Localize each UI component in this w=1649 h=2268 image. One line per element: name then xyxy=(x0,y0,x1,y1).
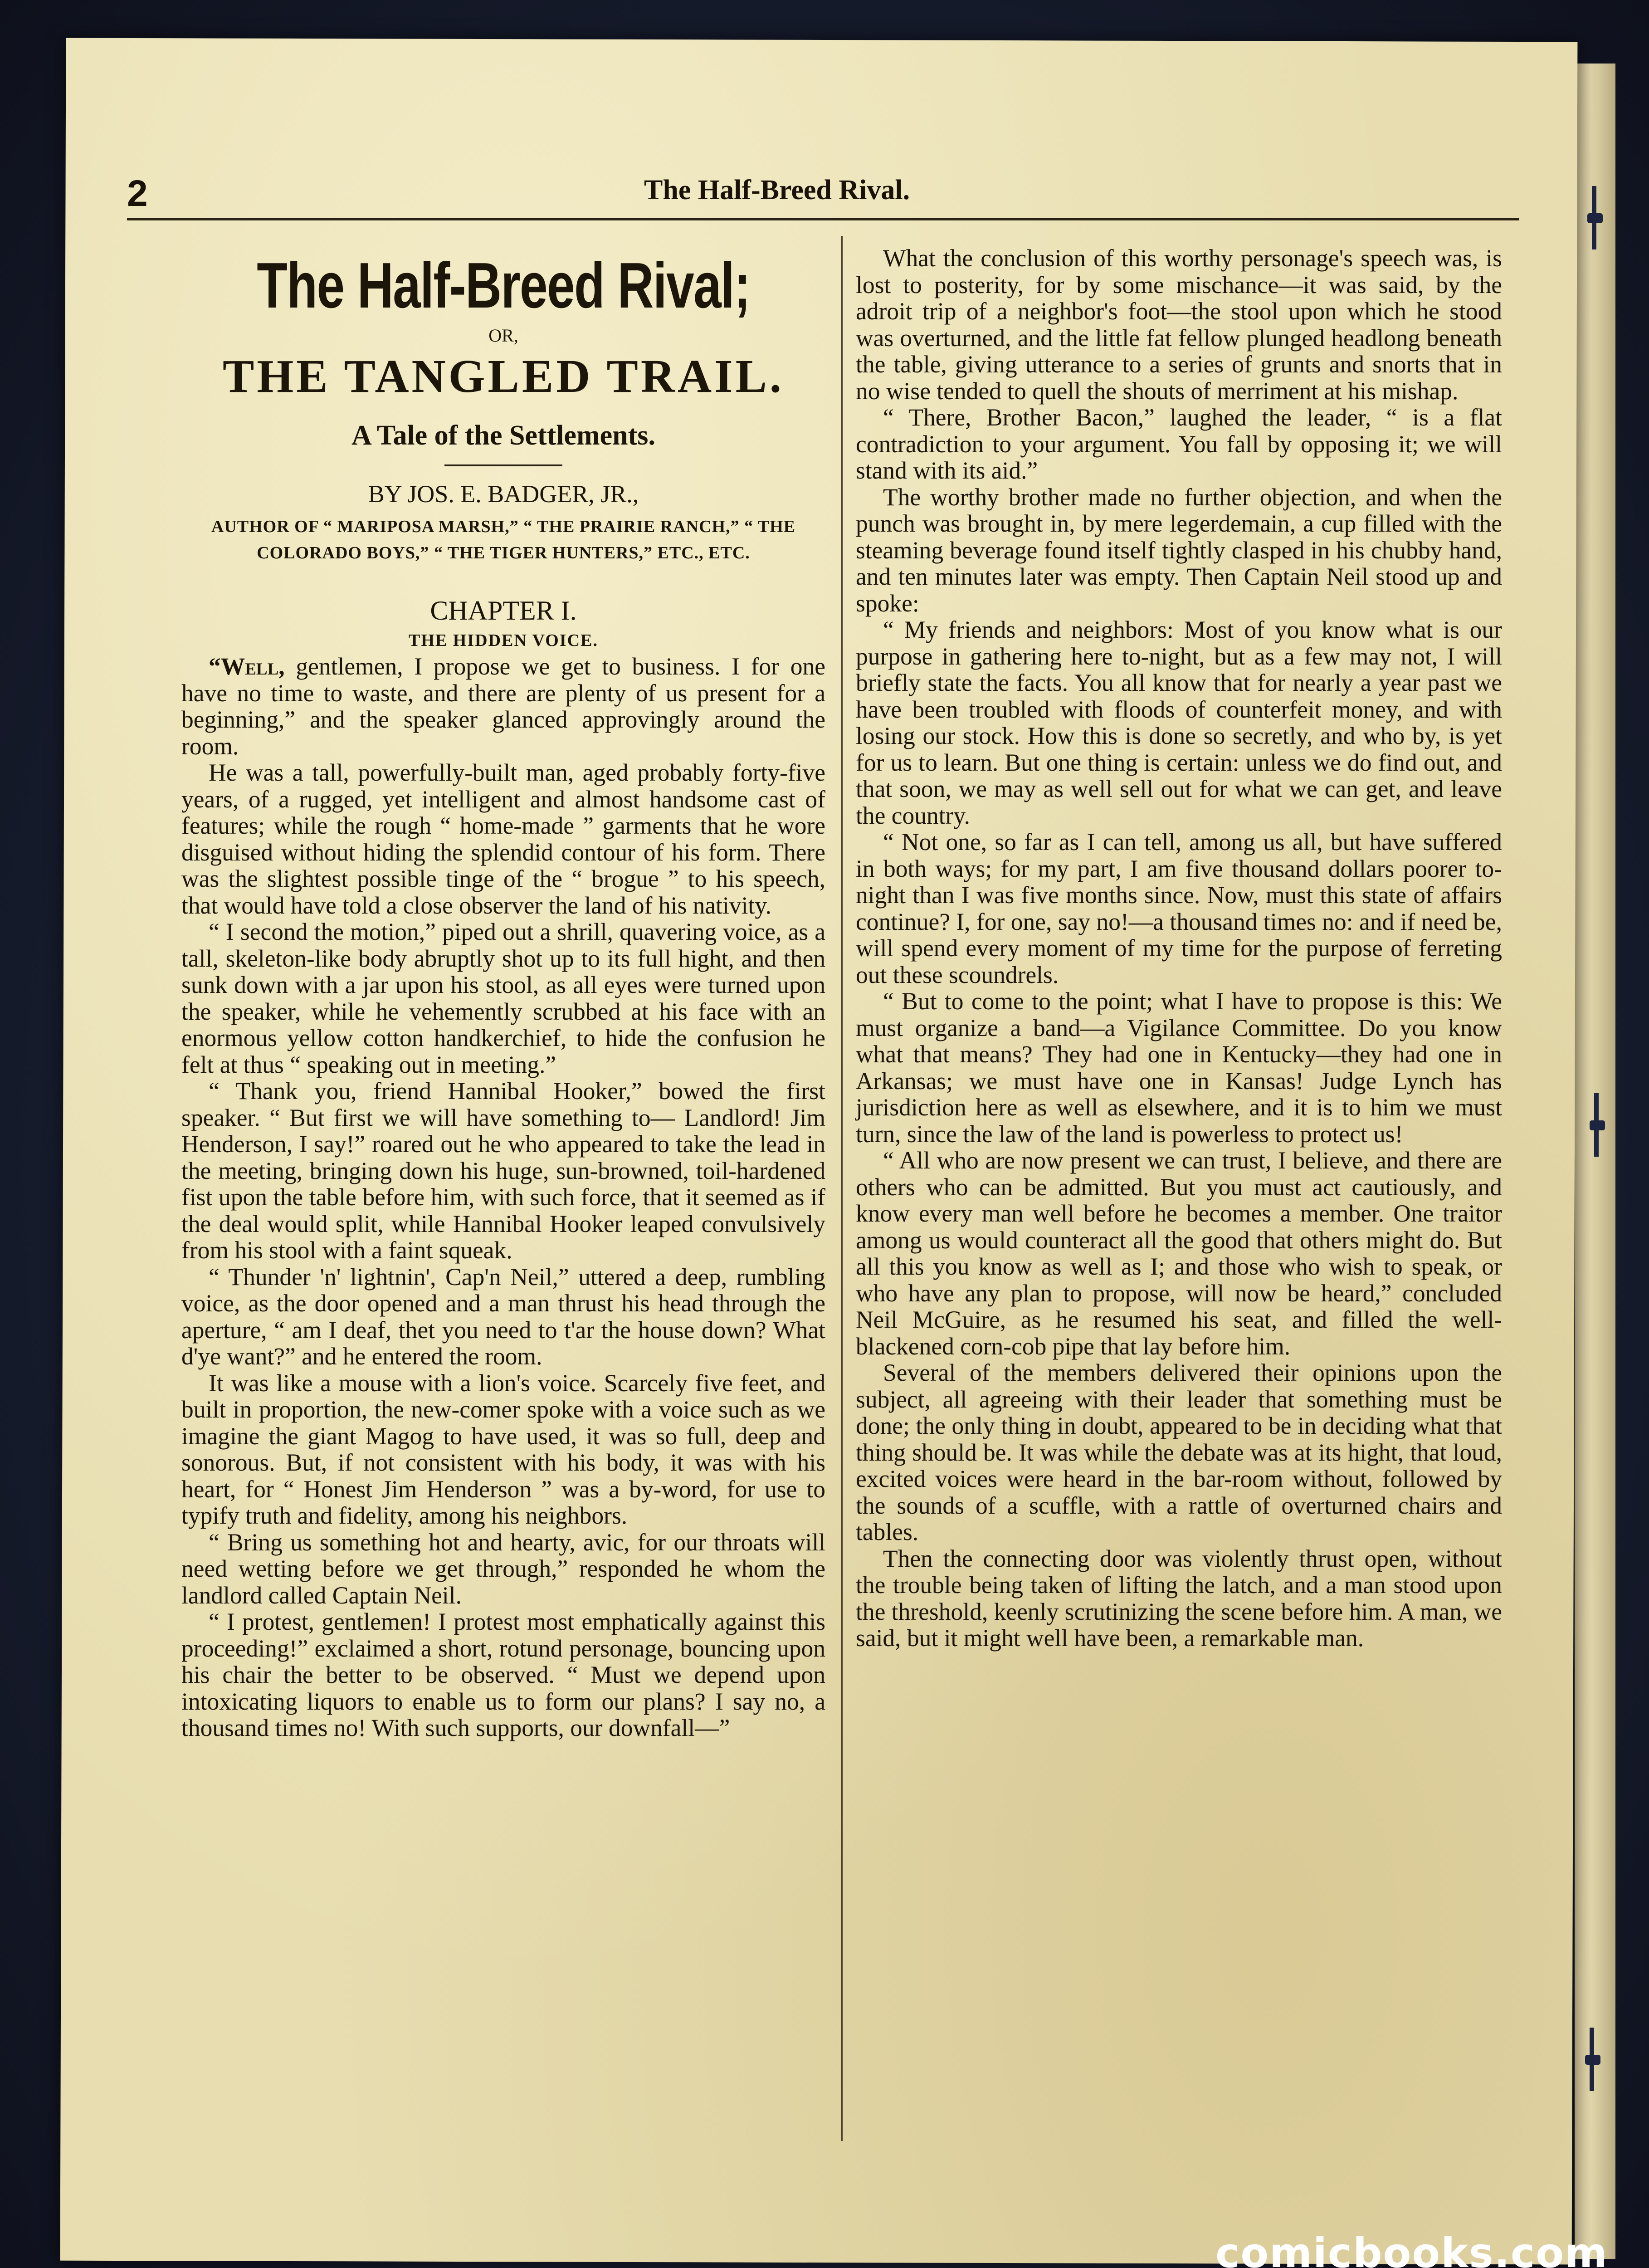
author-credits: AUTHOR OF “ MARIPOSA MARSH,” “ THE PRAIRIE RANCH,” “ THE COLORADO BOYS,” “ THE TIGER HUNTERS,” ETC., ETC. xyxy=(211,517,796,562)
right-column xyxy=(856,245,1502,1652)
page-number: 2 xyxy=(127,173,148,214)
paragraph: Then the connecting door was violently thrust open, without the trouble being taken of lifting the latch, and a man stood upon the threshold, keenly scrutinizing the scene before him. A man, we said, but it might well have been, a remarkable man. xyxy=(856,1545,1502,1652)
story-subtitle: THE TANGLED TRAIL. xyxy=(223,350,784,402)
paragraph: “ I second the motion,” piped out a shrill, quavering voice, as a tall, skeleton-like body abruptly shot up to its full hight, and then sunk down with a jar upon his stool, as all eyes were turned upon the speaker, while he vehemently scrubbed at his face with an enormous yellow cotton handkerchief, to hide the confusion he felt at thus “ speaking out in meeting.” xyxy=(181,918,825,1078)
binding-staple xyxy=(1587,213,1603,223)
story-tagline: A Tale of the Settlements. xyxy=(351,420,655,451)
paragraph xyxy=(181,653,825,759)
title-or: OR, xyxy=(488,325,518,346)
running-title: The Half-Breed Rival. xyxy=(644,175,910,205)
paragraph: “ Not one, so far as I can tell, among us all, but have suffered in both ways; for my part, I am five thousand dollars poorer to-night than I was five months since. Now, must this state of affairs continue? I, for one, say no!—a thousand times no: and if need be, will spend every moment of my time for the purpose of ferreting out these scoundrels. xyxy=(856,828,1502,988)
paragraph: “ There, Brother Bacon,” laughed the leader, “ is a flat contradiction to your argument. You fall by opposing it; we will stand with its aid.” xyxy=(856,404,1502,484)
paragraph: It was like a mouse with a lion's voice. Scarcely five feet, and built in proportion, the new-comer spoke with a voice such as we imagine the giant Magog to have used, it was so full, deep and sonorous. But, if not consistent with his body, it was with his heart, for “ Honest Jim Henderson ” was a by-word, for use to typify truth and fidelity, among his neighbors. xyxy=(181,1369,825,1529)
chapter-subheading: THE HIDDEN VOICE. xyxy=(409,631,598,650)
binding-staple xyxy=(1585,2055,1600,2065)
column-divider xyxy=(841,236,843,2141)
paragraph: “ Thank you, friend Hannibal Hooker,” bowed the first speaker. “ But first we will have something to— Landlord! Jim Henderson, I say!” roared out he who appeared to take the lead in the meeting, bringing down his huge, sun-browned, toil-hardened fist upon the table before him, with such force, that it seemed as if the deal would split, while Hannibal Hooker leaped convulsively from his stool with a faint squeak. xyxy=(181,1077,825,1264)
title-rule xyxy=(444,464,562,466)
binding-staple xyxy=(1590,1120,1605,1130)
page-header xyxy=(127,172,1519,222)
page-edge xyxy=(1575,64,1615,2259)
paragraph-text: gentlemen, I propose we get to business. I for one have no time to waste, and there are plenty of us present for a beginning,” and the speaker glanced approvingly around the room. xyxy=(181,653,825,760)
story-title: The Half-Breed Rival; xyxy=(257,249,750,322)
paragraph: He was a tall, powerfully-built man, aged probably forty-five years, of a rugged, yet intelligent and almost handsome cast of features; while the rough “ home-made ” garments that he wore disguised without hiding the splendid contour of his form. There was the slightest possible tinge of the “ brogue ” to his speech, that would have told a close observer the land of his nativity. xyxy=(181,759,825,919)
paragraph: “ My friends and neighbors: Most of you know what is our purpose in gathering here to-night, but as a few may not, I will briefly state the facts. You all know that for nearly a year past we have been troubled with floods of counterfeit money, and with losing our stock. How this is done so secretly, and who by, is yet for us to learn. But one thing is certain: unless we do find out, and that soon, we may as well sell out for what we can get, and leave the country. xyxy=(856,616,1502,829)
paragraph: “ I protest, gentlemen! I protest most emphatically against this proceeding!” exclaimed a short, rotund personage, bouncing upon his chair the better to be observed. “ Must we depend upon intoxicating liquors to enable us to form our plans? I say no, a thousand times no! With such supports, our downfall—” xyxy=(181,1608,825,1741)
left-column xyxy=(181,245,825,1741)
author-byline: BY JOS. E. BADGER, JR., xyxy=(368,480,639,508)
chapter-heading: CHAPTER I. xyxy=(430,596,577,626)
paragraph: Several of the members delivered their opinions upon the subject, all agreeing with their leader that something must be done; the only thing in doubt, appeared to be in deciding what that thing should be. It was while the debate was at its hight, that loud, excited voices were heard in the bar-room without, followed by the sounds of a scuffle, with a rattle of overturned chairs and tables. xyxy=(856,1359,1502,1545)
paragraph: “ Thunder 'n' lightnin', Cap'n Neil,” uttered a deep, rumbling voice, as the door opened and a man thrust his head through the aperture, “ am I deaf, thet you need to t'ar the house down? What d'ye want?” and he entered the room. xyxy=(181,1263,825,1370)
opening-word: “Well, xyxy=(209,653,285,680)
paragraph: “ Bring us something hot and hearty, avic, for our throats will need wetting before we get through,” responded he whom the landlord called Captain Neil. xyxy=(181,1528,825,1609)
site-watermark: comicbooks.com xyxy=(1215,2229,1608,2268)
paragraph: The worthy brother made no further objection, and when the punch was brought in, by mere legerdemain, a cup filled with the steaming beverage found itself tightly clasped in his chubby hand, and ten minutes later was empty. Then Captain Neil stood up and spoke: xyxy=(856,483,1502,617)
header-rule xyxy=(127,218,1519,220)
paragraph: “ All who are now present we can trust, I believe, and there are others who can be admitted. But you must act cautiously, and know every man well before he becomes a member. One traitor among us would counteract all the good that others might do. But all this you know as well as I; and those who wish to speak, or who have any plan to propose, will now be heard,” concluded Neil McGuire, as he resumed his seat, and filled the well-blackened corn-cob pipe that lay before him. xyxy=(856,1147,1502,1360)
paragraph: “ But to come to the point; what I have to propose is this: We must organize a band—a Vigilance Committee. Do you know what that means? They had one in Kentucky—they had one in Arkansas; we must have one in Kansas! Judge Lynch has jurisdiction here as well as elsewhere, and it is to him we must turn, since the law of the land is powerless to protect us! xyxy=(856,987,1502,1148)
paragraph: What the conclusion of this worthy personage's speech was, is lost to posterity, for by some mischance—it was said, by the adroit trip of a neighbor's foot—the stool upon which he stood was overturned, and the little fat fellow plunged headlong beneath the table, giving utterance to a series of grunts and snorts that in no wise tended to quell the shouts of merriment at his mishap. xyxy=(856,244,1502,405)
